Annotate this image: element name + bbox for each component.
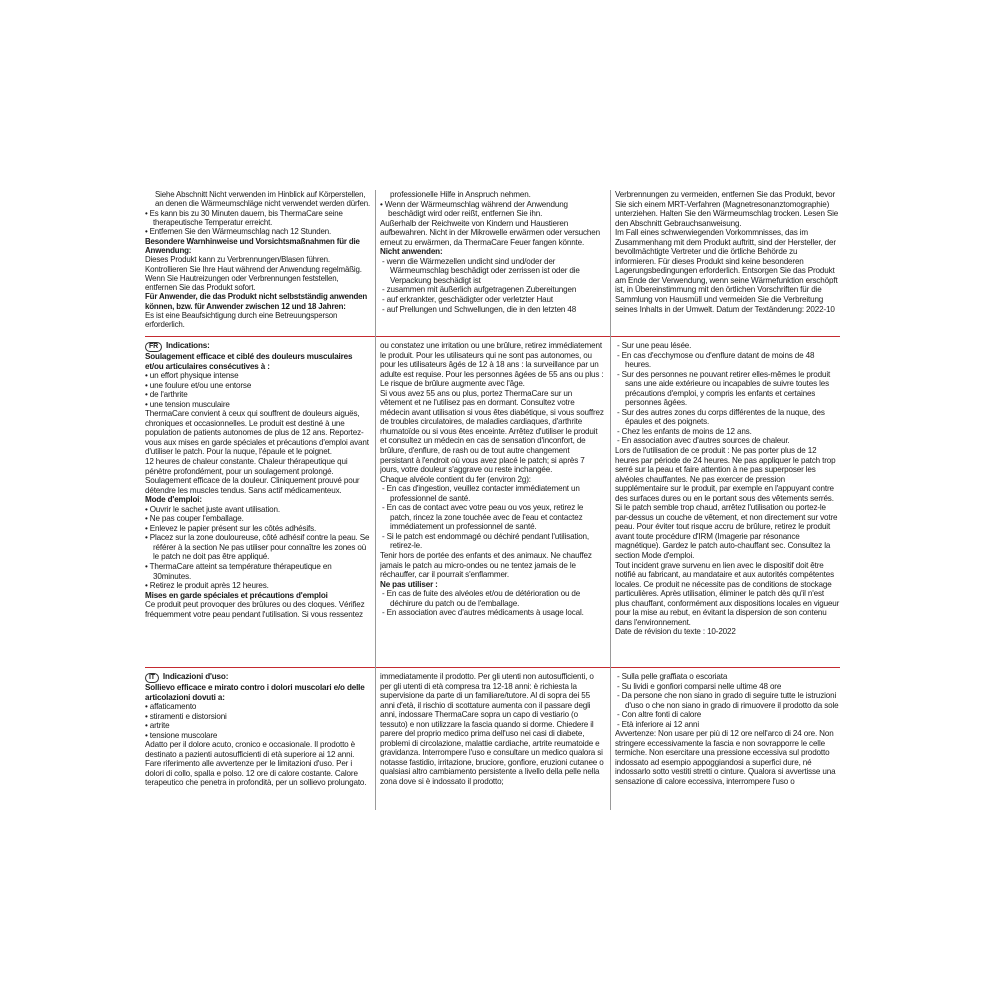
paragraph: • une foulure et/ou une entorse bbox=[145, 380, 252, 390]
paragraph: • de l'arthrite bbox=[145, 390, 188, 400]
it-column-2 bbox=[380, 672, 605, 807]
paragraph: Es ist eine Beaufsichtigung durch eine Betreuungsperson erforderlich. bbox=[145, 311, 338, 330]
paragraph: • Retirez le produit après 12 heures. bbox=[145, 581, 269, 591]
paragraph: Tout incident grave survenu en lien avec le dispositif doit être notifié au fabricant, au mandataire et aux autorités compétentes locales. Ce produit ne nécessite pas de conditions de stockage particulières. Après utilisation, éliminer le patch dès qu'il n'est plus chauffant, conformément aux dispositions locales en vigueur pour la mise au rebut, en évitant la dispersion de son contenu dans l'environnement. bbox=[615, 560, 840, 627]
paragraph: - zusammen mit äußerlich aufgetragenen Zubereitungen bbox=[382, 285, 577, 295]
paragraph: Dieses Produkt kann zu Verbrennungen/Blasen führen. Kontrollieren Sie Ihre Haut während der Anwendung regelmäßig. Wenn Sie Hautreizungen oder Verbrennungen feststellen, entfernen Sie das Produkt sofort. bbox=[145, 255, 362, 293]
paragraph: • Entfernen Sie den Wärmeumschlag nach 12 Stunden. bbox=[145, 227, 332, 237]
de-column-2 bbox=[380, 190, 605, 330]
fr-heading bbox=[145, 341, 370, 352]
paragraph: Chaque alvéole contient du fer (environ 2g): bbox=[380, 474, 531, 484]
paragraph: Date de révision du texte : 10-2022 bbox=[615, 627, 736, 637]
paragraph: - Sur des personnes ne pouvant retirer elles-mêmes le produit sans une aide extérieure ou incapables de suivre toutes les précautions d'emploi, y compris les enfants et certaines personnes âgées. bbox=[617, 369, 831, 408]
paragraph: Im Fall eines schwerwiegenden Vorkommnisses, das im Zusammenhang mit dem Produkt auftritt, sind der Hersteller, der bevollmächtigte Vertreter und die örtliche Behörde zu informieren. Für dieses Produkt sind keine besonderen Lagerungsbedingungen erforderlich. Entsorgen Sie das Produkt am Ende der Verwendung, wenn seine Wärmefunktion erschöpft ist, in Übereinstimmung mit den örtlichen Vorschriften für die Sammlung von Hausmüll und vermeiden Sie die Verbreitung seines Inhalts in der Umwelt. Datum der Textänderung: 2022-10 bbox=[615, 228, 838, 314]
paragraph: - Su lividi e gonfiori comparsi nelle ultime 48 ore bbox=[617, 681, 782, 691]
paragraph: Besondere Warnhinweise und Vorsichtsmaßnahmen für die Anwendung: bbox=[145, 236, 360, 255]
fr-language-badge: FR bbox=[145, 342, 162, 352]
paragraph: professionelle Hilfe in Anspruch nehmen. bbox=[390, 190, 531, 199]
paragraph: Si vous avez 55 ans ou plus, portez ThermaCare sur un vêtement et ne l'utilisez pas en dormant. Consultez votre médecin avant utilisation si vous êtes diabétique, si vous souffrez de troubles circulatoires, de maladies cardiaques, d'arthrite rhumatoïde ou si vous êtes enceinte. Arrêtez d'utiliser le produit et consultez un médecin en cas de sensation d'inconfort, de brûlure, d'enflure, de rash ou de tout autre changement persistant à l'endroit où vous avez placé le patch; si après 7 jours, votre douleur s'aggrave ou reste inchangée. bbox=[380, 388, 604, 475]
paragraph: • tensione muscolare bbox=[145, 730, 218, 740]
paragraph: Ne pas utiliser : bbox=[380, 579, 438, 589]
it-column-1 bbox=[145, 672, 370, 807]
paragraph: - Chez les enfants de moins de 12 ans. bbox=[617, 426, 752, 436]
de-column-3 bbox=[615, 190, 840, 330]
paragraph: • Enlevez le papier présent sur les côtés adhésifs. bbox=[145, 523, 317, 533]
section-it bbox=[145, 672, 840, 807]
paragraph: • Es kann bis zu 30 Minuten dauern, bis ThermaCare seine therapeutische Temperatur erreicht. bbox=[145, 208, 343, 227]
paragraph: Soulagement efficace et ciblé des douleurs musculaires et/ou articulaires consécutives à : bbox=[145, 352, 353, 371]
paragraph: • ThermaCare atteint sa température thérapeutique en 30minutes. bbox=[145, 562, 332, 581]
paragraph: Avvertenze: Non usare per più di 12 ore nell'arco di 24 ore. Non stringere eccessivamente la fascia e non sovrapporre le celle termiche. Non esercitare una pressione eccessiva sul prodotto indossato ad esempio appoggiandosi a superfici dure, né indossarlo sotto vestiti stretti o cinture. Qualora si avvertisse una sensazione di calore eccessiva, interrompere l'uso o bbox=[615, 729, 836, 787]
paragraph: - En cas d'ecchymose ou d'enflure datant de moins de 48 heures. bbox=[617, 350, 815, 370]
paragraph: ou constatez une irritation ou une brûlure, retirez immédiatement le produit. Pour les utilisateurs qui ne sont pas autonomes, ou pour les utilisateurs âgés de 12 à 18 ans : la surveillance par un adulte est requise. Pour les personnes âgées de 55 ans ou plus : Le risque de brûlure augmente avec l'âge. bbox=[380, 341, 604, 389]
paragraph: ThermaCare convient à ceux qui souffrent de douleurs aiguës, chroniques et occasionnelles. Le produit est destiné à une population de patients autonomes de plus de 12 ans. Reportez-vous aux mises en garde spéciales et précautions d'emploi avant d'utiliser le patch. Pour la nuque, l'épaule et le poignet. bbox=[145, 409, 369, 457]
paragraph: Adatto per il dolore acuto, cronico e occasionale. Il prodotto è destinato a pazienti autosufficienti di età superiore ai 12 anni. Fare riferimento alle avvertenze per le limitazioni d'uso. Per i dolori di collo, spalla e polso. 12 ore di calore costante. Calore terapeutico che penetra in profondità, per un sollievo prolungato. bbox=[145, 740, 367, 788]
it-heading bbox=[145, 672, 370, 683]
paragraph: - En cas d'ingestion, veuillez contacter immédiatement un professionnel de santé. bbox=[382, 484, 580, 503]
paragraph: • artrite bbox=[145, 721, 170, 731]
paragraph: - En cas de contact avec votre peau ou vos yeux, retirez le patch, rincez la zone touchée avec de l'eau et contactez immédiatement un professionnel de santé. bbox=[382, 503, 584, 532]
paragraph: - Età inferiore ai 12 anni bbox=[617, 719, 700, 729]
paragraph: Lors de l'utilisation de ce produit : Ne pas porter plus de 12 heures par période de 24 heures. Ne pas appliquer le patch trop serré sur la peau et faire attention à ne pas superposer les alvéoles chauffantes. Ne pas exercer de pression supplémentaire sur le produit, par exemple en l'appuyant contre des surfaces dures ou en le portant sous des vêtements serrés. Si le patch semble trop chaud, arrêtez l'utilisation ou portez-le par-dessus un couche de vêtement, et non directement sur votre peau. Pour éviter tout risque accru de brûlure, retirez le produit avant toute procédure d'IRM (Imagerie par résonance magnétique). Gardez le patch auto-chauffant sec. Consultez la section Mode d'emploi. bbox=[615, 446, 838, 561]
paragraph: Siehe Abschnitt Nicht verwenden im Hinblick auf Körperstellen, an denen die Wärmeumschläge nicht verwendet werden dürfen. bbox=[155, 190, 370, 209]
paragraph: - En association avec d'autres sources de chaleur. bbox=[617, 436, 790, 446]
paragraph: 12 heures de chaleur constante. Chaleur thérapeutique qui pénètre profondément, pour un soulagement prolongé. Soulagement efficace de la douleur. Cliniquement prouvé pour détendre les muscles tendus. Sans actif médicamenteux. bbox=[145, 457, 360, 495]
paragraph: • affaticamento bbox=[145, 702, 197, 712]
leaflet bbox=[145, 190, 840, 810]
paragraph: - En association avec d'autres médicaments à usage local. bbox=[382, 608, 584, 618]
paragraph: • Ouvrir le sachet juste avant utilisation. bbox=[145, 504, 280, 514]
it-column-3 bbox=[615, 672, 840, 807]
paragraph: - En cas de fuite des alvéoles et/ou de détérioration ou de déchirure du patch ou de l'emballage. bbox=[382, 589, 581, 608]
paragraph: - wenn die Wärmezellen undicht sind und/oder der Wärmeumschlag beschädigt oder zerrissen ist oder die Verpackung beschädigt ist bbox=[382, 256, 580, 285]
paragraph: - auf Prellungen und Schwellungen, die in den letzten 48 bbox=[382, 304, 577, 314]
it-language-badge: IT bbox=[145, 673, 159, 683]
paragraph: Mode d'emploi: bbox=[145, 495, 202, 505]
paragraph: • Wenn der Wärmeumschlag während der Anwendung beschädigt wird oder reißt, entfernen Sie ihn. bbox=[380, 199, 568, 219]
paragraph: Mises en garde spéciales et précautions d'emploi bbox=[145, 590, 328, 600]
section-divider bbox=[145, 667, 840, 668]
paragraph: • Ne pas couper l'emballage. bbox=[145, 514, 244, 524]
paragraph: • une tension musculaire bbox=[145, 399, 230, 409]
paragraph: Verbrennungen zu vermeiden, entfernen Sie das Produkt, bevor Sie sich einem MRT-Verfahren (Magnetresonanztomographie) unterziehen. Halten Sie den Wärmeumschlag trocken. Lesen Sie den Abschnitt Gebrauchsanweisung. bbox=[615, 190, 839, 228]
paragraph: - Si le patch est endommagé ou déchiré pendant l'utilisation, retirez-le. bbox=[382, 531, 590, 551]
fr-title: Indications: bbox=[166, 341, 210, 350]
paragraph: - Sulla pelle graffiata o escoriata bbox=[617, 672, 728, 681]
paragraph: • Placez sur la zone douloureuse, côté adhésif contre la peau. Se référer à la section Ne pas utiliser pour connaître les zones où le patch ne doit pas être appliqué. bbox=[145, 533, 370, 562]
paragraph: - auf erkrankter, geschädigter oder verletzter Haut bbox=[382, 295, 553, 305]
section-fr bbox=[145, 341, 840, 664]
paragraph: • un effort physique intense bbox=[145, 371, 239, 381]
paragraph: Für Anwender, die das Produkt nicht selbstständig anwenden können, bzw. für Anwender zwischen 12 und 18 Jahren: bbox=[145, 292, 368, 311]
fr-column-2 bbox=[380, 341, 605, 664]
paragraph: - Da persone che non siano in grado di seguire tutte le istruzioni d'uso o che non siano in grado di rimuovere il prodotto da sole bbox=[617, 691, 839, 710]
paragraph: - Sur une peau lésée. bbox=[617, 341, 692, 350]
paragraph: Sollievo efficace e mirato contro i dolori muscolari e/o delle articolazioni dovuti a: bbox=[145, 683, 365, 702]
paragraph: Ce produit peut provoquer des brûlures ou des cloques. Vérifiez fréquemment votre peau pendant l'utilisation. Si vous ressentez bbox=[145, 600, 365, 619]
de-column-1 bbox=[145, 190, 370, 330]
paragraph: - Con altre fonti di calore bbox=[617, 710, 702, 720]
section-divider bbox=[145, 336, 840, 337]
fr-column-1 bbox=[145, 341, 370, 664]
it-title: Indicazioni d'uso: bbox=[162, 672, 229, 681]
paragraph: Tenir hors de portée des enfants et des animaux. Ne chauffez jamais le patch au micro-ondes ou ne tentez jamais de le réchauffer, car il pourrait s'enflammer. bbox=[380, 551, 592, 580]
column-rule bbox=[375, 190, 376, 810]
section-de bbox=[145, 190, 840, 330]
paragraph: Nicht anwenden: bbox=[380, 247, 443, 257]
paragraph: - Sur des autres zones du corps différentes de la nuque, des épaules et des poignets. bbox=[617, 407, 825, 427]
paragraph: • stiramenti e distorsioni bbox=[145, 711, 227, 721]
paragraph: Außerhalb der Reichweite von Kindern und Haustieren aufbewahren. Nicht in der Mikrowelle erwärmen oder versuchen erneut zu erwärmen, da ThermaCare Feuer fangen könnte. bbox=[380, 218, 600, 247]
paragraph: immediatamente il prodotto. Per gli utenti non autosufficienti, o per gli utenti di età compresa tra 12-18 anni: è richiesta la supervisione da parte di un familiare/tutore. Al di sopra dei 55 anni d'età, il rischio di scottature aumenta con il passare degli anni, indossare ThermaCare sopra un capo di vestiario (o tessuto) e non utilizzare la fascia quando si dorme. Chiedere il parere del proprio medico prima dell'uso nei casi di diabete, problemi di circolazione, malattie cardiache, artrite reumatoide e gravidanza. Interrompere l'uso e consultare un medico qualora si notasse fastidio, irritazione, bruciore, gonfiore, eruzioni cutanee o qualsiasi altro cambiamento persistente a livello della pelle nella zona dove si è indossato il prodotto; bbox=[380, 672, 604, 787]
fr-column-3 bbox=[615, 341, 840, 664]
column-rule bbox=[610, 190, 611, 810]
